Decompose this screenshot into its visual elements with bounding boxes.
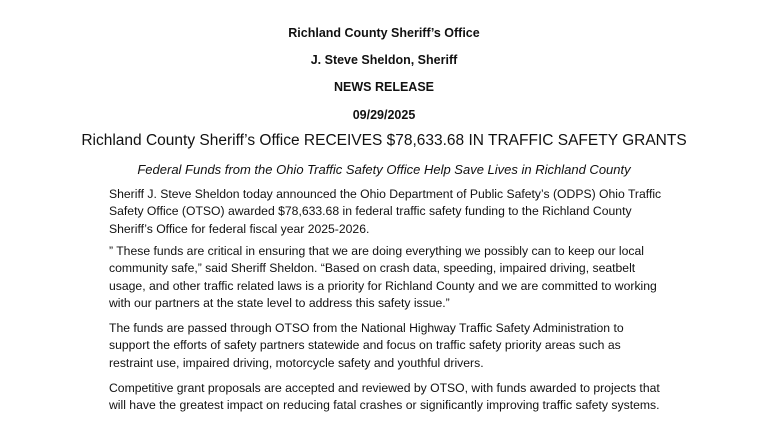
sheriff-name: J. Steve Sheldon, Sheriff xyxy=(310,53,458,67)
office-name: Richland County Sheriff’s Office xyxy=(288,26,480,40)
release-type: NEWS RELEASE xyxy=(333,80,434,94)
paragraph-grant-proposals: Competitive grant proposals are accepted and reviewed by OTSO, with funds awarded to projects that will have the greatest impact on reducing fatal crashes or significantly improving traffic safety systems. xyxy=(109,381,660,413)
release-date: 09/29/2025 xyxy=(352,108,416,122)
subheadline: Federal Funds from the Ohio Traffic Safety Office Help Save Lives in Richland County xyxy=(137,162,631,177)
paragraph-quote: ” These funds are critical in ensuring that we are doing everything we possibly can to keep our local community safe,” said Sheriff Sheldon. “Based on crash data, speeding, impaired driving, seatbelt usage, and other traffic related laws is a priority for Richland County and we are committed to working with our partners at the state level to address this safety issue.” xyxy=(109,244,657,311)
paragraph-funding-source: The funds are passed through OTSO from the National Highway Traffic Safety Administration to support the efforts of safety partners statewide and focus on traffic safety priority areas such as restraint use, impaired driving, motorcycle safety and youthful drivers. xyxy=(109,321,624,370)
paragraph-announcement: Sheriff J. Steve Sheldon today announced the Ohio Department of Public Safety’s (ODPS) Ohio Traffic Safety Office (OTSO) awarded $78,633.68 in federal traffic safety funding to the Richland County Sheriff’s Office for federal fiscal year 2025-2026. xyxy=(109,187,662,236)
headline: Richland County Sheriff’s Office RECEIVES $78,633.68 IN TRAFFIC SAFETY GRANTS xyxy=(81,132,687,149)
